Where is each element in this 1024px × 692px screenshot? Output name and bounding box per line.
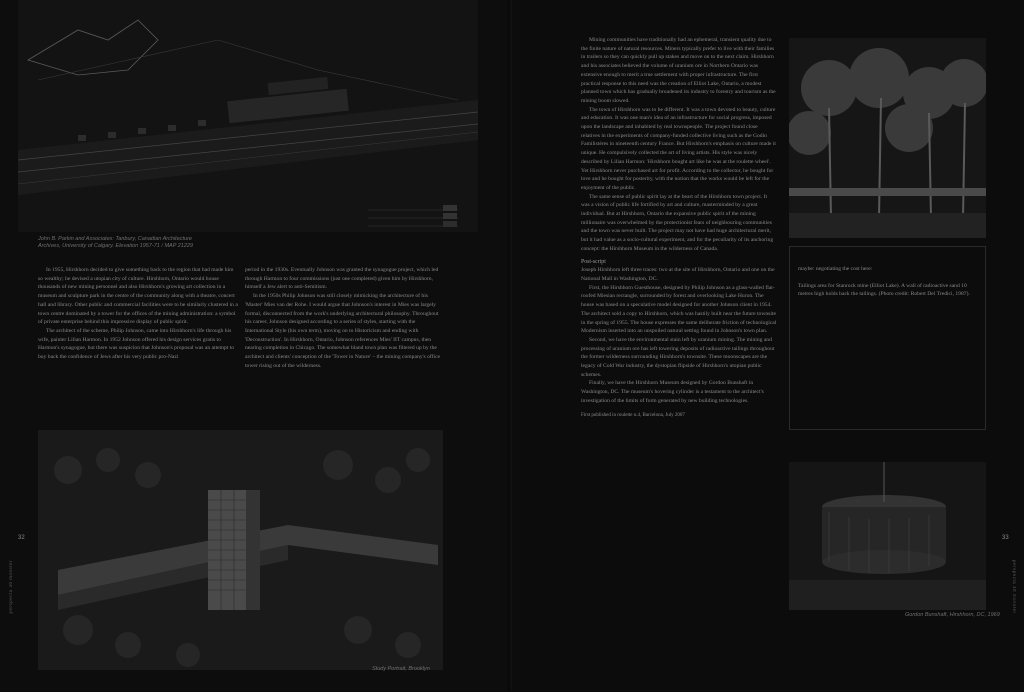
site-plan-drawing bbox=[18, 0, 478, 232]
guesthouse-trees-photo bbox=[789, 38, 986, 238]
running-head-left: perspecta 40 monster bbox=[8, 560, 13, 614]
cylinder-drawing bbox=[789, 462, 986, 610]
running-head-right: perspecta 40 monster bbox=[1012, 560, 1017, 614]
town-model-photo bbox=[38, 430, 443, 670]
paragraph: The town of Hirshhorn was to be different. It was a town devoted to beauty, culture and education. It was one man's idea of an infrastructure for social progress, imposed upon the landscape and inhabited by real townspeople. The project found close relatives in the experiments of company-funded collective living such as the Godin Familistères in nineteenth century France. But Hirshhorn's emphasis on culture made it unique. He compulsively collected the art of living artists. His style was nicely described by Lilian Harmon: 'Hirshhorn bought art like he was at the roulette wheel'. Yet Hirshhorn never purchased art for profit. According to the collector, he bought for love and he bought for posterity, with the notion that the works would be left for the enjoyment of the public. bbox=[581, 106, 776, 191]
plan-caption bbox=[38, 236, 258, 250]
left-text-column-2 bbox=[245, 266, 445, 370]
sidebox-line1: maybe: negotiating the cost here: bbox=[798, 266, 873, 272]
left-text-column-1 bbox=[38, 266, 238, 362]
sidebox-line2: Tailings area for Stanrock mine (Elliot Lake). A wall of radioactive sand 10 metres high holds back the tailings. (Photo credit: Robert Del Tredici, 1987). bbox=[798, 282, 970, 298]
footnote: First published in roulette n.4, Barcelona, July 2007 bbox=[581, 412, 685, 418]
right-text-column bbox=[581, 36, 777, 420]
paragraph: First, the Hirshhorn Guesthouse, designed by Philip Johnson as a glass-walled flat-roofed Miesian rectangle, surrounded by forest and overlooking Lake Huron. The house was based on a speculative model designed for another Johnson client in 1954. The architect sold a copy to Hirshhorn, which was hastily built near the future townsite in the spring of 1955. The house expresses the same deliberate friction of technological Modernism inserted into an unspoiled natural setting found in Johnson's town plan. bbox=[581, 284, 777, 335]
paragraph: Finally, we have the Hirshhorn Museum designed by Gordon Bunshaft in Washington, DC. The museum's hovering cylinder is a testament to the architect's investigation of the limits of form generated by new building technologies. bbox=[581, 380, 764, 404]
plan-caption-line1: John B. Parkin and Associates: Tanbury, Canadian Architecture bbox=[38, 236, 192, 242]
paragraph: Mining communities have traditionally had an ephemeral, transient quality due to the finite nature of natural resources. Miners typically prefer to live with their families in trailers so they can quickly pull up stakes and move on to the next claim. Hirshhorn and his associates believed the volume of uranium ore in Northern Ontario was extensive enough to merit a true settlement with proper infrastructure. The first practical response to this need was the creation of Elliot Lake, Ontario, a modest planned town which has gradually broadened its industry to forestry and tourism as the mining boom slowed. bbox=[581, 37, 776, 104]
cylinder-caption: Gordon Bunshaft, Hirshhorn, DC, 1969 bbox=[905, 612, 1000, 618]
paragraph: In the 1950s Philip Johnson was still closely mimicking the architecture of his 'Master' Mies van der Rohe. I would argue that Johnson's interest in Mies was largely formal, disconnected from the work's underlying architectural philosophy. Throughout his career, Johnson designed according to a series of styles, starting with the International Style (his own term), moving on to Historicism and ending with 'Deconstruction'. In Hirshhorn, Ontario, Johnson references Mies' IIT campus, then nearing completion in Chicago. The somewhat bland town plan was filtered up by the architect and clients' conception of the 'Tower in Nature' – the mining company's office tower rising out of the wilderness. bbox=[245, 293, 441, 369]
tailings-caption-box bbox=[789, 246, 986, 430]
town-model-drawing bbox=[38, 430, 443, 670]
model-caption: Study Portrait, Brooklyn bbox=[372, 666, 430, 672]
paragraph: The same sense of public spirit lay at the heart of the Hirshhorn town project. It was a vision of public life fortified by art and culture, masterminded by a great individual. But at Hirshhorn, Ontario the expansive public spirit of the mining millionaire was overwhelmed by the protectionist fears of neighbouring communities and the town was never built. The project may not have had huge architectural merit, but it had value as a socio-cultural experiment, and for the peculiarity of its anchoring concept: the Hirshhorn Museum in the wilderness of Canada. bbox=[581, 193, 774, 252]
postscript-heading: Post-script bbox=[581, 258, 606, 265]
site-plan-image bbox=[18, 0, 478, 232]
plan-caption-line2: Archives, University of Calgary. Elevation 1957-71 / MAP 21229 bbox=[38, 243, 193, 249]
paragraph: In 1955, Hirshhorn decided to give something back to the region that had made him so wealthy; he devised a utopian city of culture. Hirshhorn, Ontario would house thousands of new mining personnel and also Hirshhorn's growing art collection in a museum and sculpture park in the centre of the community along with a theatre, concert hall and library. Other public and commercial facilities were to be similarly clustered in a town centre dominated by a tower for the offices of the mining administration: a symbol of private enterprise behind this impressive display of public spirit. bbox=[38, 267, 238, 326]
trees-drawing bbox=[789, 38, 986, 238]
page-number-right: 33 bbox=[1002, 535, 1009, 541]
paragraph: Joseph Hirshhorn left three traces: two at the site of Hirshhorn, Ontario and one on the National Mall in Washington, DC. bbox=[581, 267, 775, 282]
page-number-left: 32 bbox=[18, 535, 25, 541]
paragraph: period in the 1930s. Eventually Johnson was granted the synagogue project, which led through Harmon to four commissions (just one completed) given him by Hirshhorn, himself a Jew alert to anti-Semitism. bbox=[245, 267, 439, 291]
paragraph: The architect of the scheme, Philip Johnson, came into Hirshhorn's life through his wife, painter Lilian Harmon. In 1952 Johnson offered his design services gratis to Harmon's synagogue, but there was suspicion that Johnson's proposal was an attempt to buy back the confidence of Jews after his very public pro-Nazi bbox=[38, 327, 235, 361]
paragraph: Second, we have the environmental stain left by uranium mining. The mining and processing of uranium ore has left towering deposits of radioactive tailings throughout the former wilderness surrounding Hirshhorn's townsite. These moonscapes are the legacy of Cold War industry, the dystopian flipside of Hirshhorn's utopian public schemes. bbox=[581, 336, 775, 378]
hirshhorn-museum-photo bbox=[789, 462, 986, 610]
